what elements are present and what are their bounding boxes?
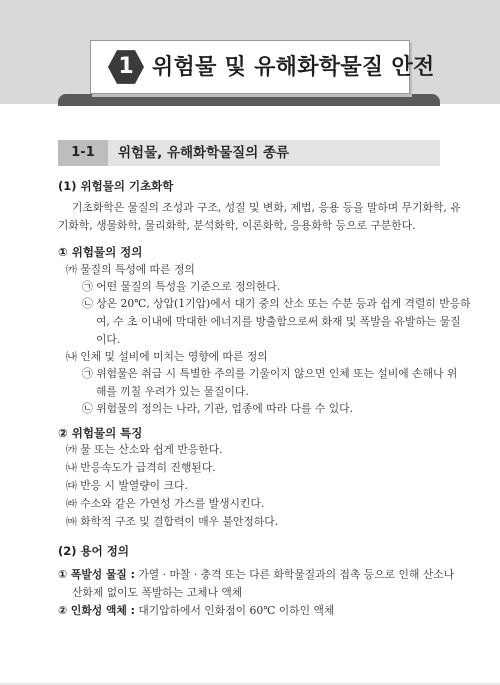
feature-item: ㈎ 물 또는 산소와 쉽게 반응한다.	[66, 443, 223, 456]
definition-a2-line-3: 이다.	[96, 333, 121, 346]
feature-item: ㈒ 화학적 구조 및 결합력이 매우 불안정하다.	[66, 515, 279, 528]
definition-heading: ① 위험물의 정의	[58, 245, 143, 259]
chapter-title: 위험물 및 유해화학물질 안전	[152, 55, 435, 80]
intro-line-1: 기초화학은 물질의 조성과 구조, 성질 및 변화, 제법, 응용 등을 말하며 무기화학, 유	[72, 201, 461, 214]
header-tab	[58, 94, 440, 106]
section-title: 위험물, 유해화학물질의 종류	[118, 145, 290, 161]
definition-b: ㈏ 인체 및 설비에 미치는 영향에 따른 정의	[66, 350, 268, 363]
part1-heading: (1) 위험물의 기초화학	[58, 179, 174, 193]
definition-b1-line-1: ㉠ 위험물은 취급 시 특별한 주의를 기울이지 않으면 인체 또는 설비에 손해나 위	[82, 367, 458, 380]
term-explosive-continuation: 산화제 없이도 폭발하는 고체나 액체	[72, 586, 243, 599]
definition-b1-line-2: 해를 끼칠 우려가 있는 물질이다.	[96, 385, 249, 398]
feature-item: ㈏ 반응속도가 급격히 진행된다.	[66, 461, 216, 474]
intro-line-2: 기화학, 생물화학, 물리화학, 분석화학, 이론화학, 응용화학 등으로 구분한다.	[58, 219, 416, 232]
term-flammable	[58, 604, 334, 618]
definition-a2-line-1: ㉡ 상온 20℃, 상압(1기압)에서 대기 중의 산소 또는 수분 등과 쉽게 격렬히 반응하	[82, 297, 471, 310]
feature-item: ㈑ 수소와 같은 가연성 가스를 발생시킨다.	[66, 497, 265, 510]
term-flammable-text: 대기압하에서 인화점이 60℃ 이하인 액체	[134, 604, 335, 617]
term-explosive	[58, 568, 454, 582]
part2-heading: (2) 용어 정의	[58, 544, 129, 558]
definition-a2-line-2: 여, 수 초 이내에 막대한 에너지를 방출함으로써 화재 및 폭발을 유발하는 물질	[96, 315, 461, 328]
term-explosive-text: 가열 · 마찰 · 충격 또는 다른 화학물질과의 접촉 등으로 인해 산소나	[134, 568, 455, 581]
term-explosive-label: ① 폭발성 물질 :	[58, 568, 135, 581]
definition-a1: ㉠ 어떤 물질의 특성을 기준으로 정의한다.	[82, 280, 281, 293]
features-heading: ② 위험물의 특징	[58, 426, 143, 440]
term-flammable-label: ② 인화성 액체 :	[58, 604, 135, 617]
chapter-number: 1	[118, 54, 134, 79]
feature-item: ㈐ 반응 시 발열량이 크다.	[66, 479, 188, 492]
definition-b2: ㉡ 위험물의 정의는 나라, 기관, 업종에 따라 다를 수 있다.	[82, 402, 354, 415]
definition-a: ㈎ 물질의 특성에 따른 정의	[66, 263, 195, 276]
section-number: 1-1	[58, 140, 108, 166]
